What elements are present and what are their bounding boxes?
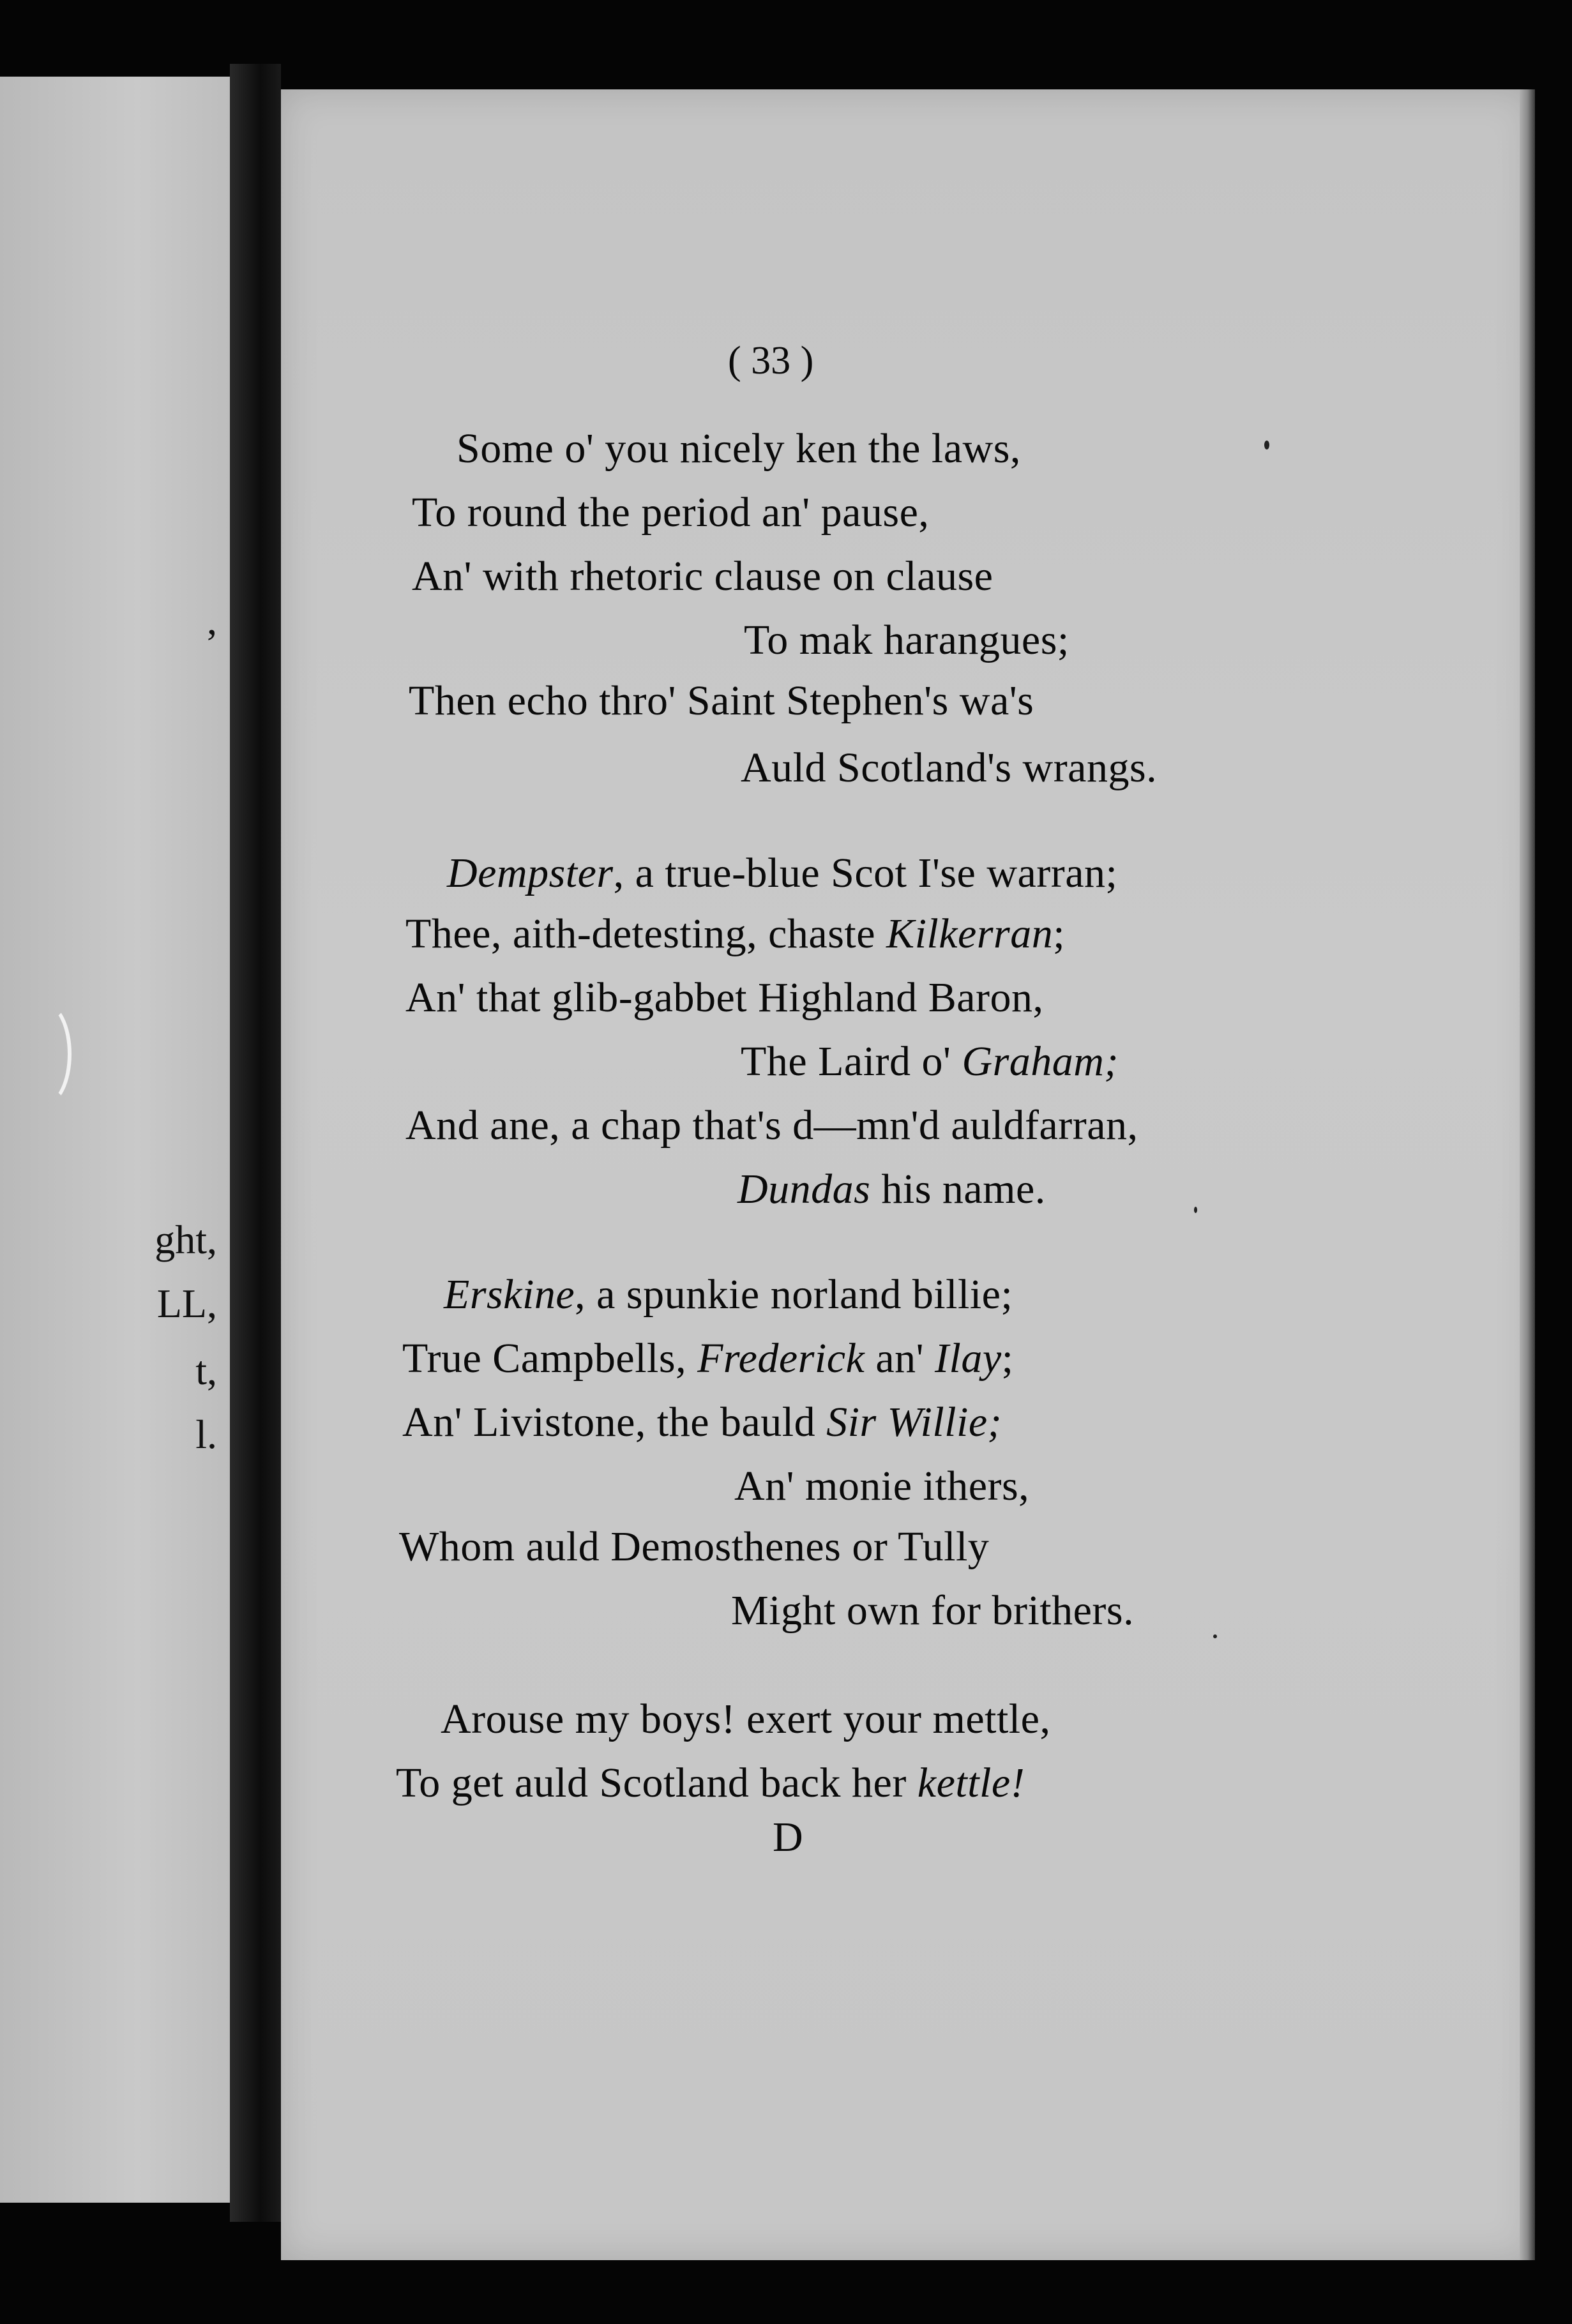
verse-line: Dundas his name.	[737, 1166, 1046, 1212]
book-gutter	[230, 64, 281, 2222]
verse-line: The Laird o' Graham;	[741, 1038, 1119, 1085]
verse-line: Thee, aith-detesting, chaste Kilkerran;	[405, 910, 1066, 957]
signature-mark: D	[773, 1814, 803, 1860]
verse-line: Erskine, a spunkie norland billie;	[444, 1271, 1013, 1318]
left-facing-page	[0, 77, 230, 2203]
ink-speck	[1264, 441, 1269, 449]
left-fragment: ght,	[155, 1217, 217, 1262]
page-edge	[1520, 89, 1535, 2260]
paper-flaw-mark	[19, 1002, 72, 1106]
verse-line: Arouse my boys! exert your mettle,	[441, 1696, 1051, 1742]
verse-line: To round the period an' pause,	[412, 489, 930, 536]
verse-line: An' Livistone, the bauld Sir Willie;	[402, 1399, 1002, 1445]
verse-line: Auld Scotland's wrangs.	[741, 744, 1158, 791]
verse-line: Some o' you nicely ken the laws,	[457, 425, 1021, 472]
verse-line: Then echo thro' Saint Stephen's wa's	[409, 677, 1034, 724]
verse-line: To get auld Scotland back her kettle!	[396, 1760, 1025, 1806]
left-fragment: ,	[207, 598, 217, 643]
verse-line: True Campbells, Frederick an' Ilay;	[402, 1335, 1014, 1382]
verse-line: An' with rhetoric clause on clause	[412, 553, 994, 600]
verse-line: To mak harangues;	[744, 617, 1069, 663]
verse-line: An' that glib-gabbet Highland Baron,	[405, 974, 1044, 1021]
page-number: ( 33 )	[728, 339, 814, 382]
ink-speck	[1194, 1207, 1197, 1213]
verse-line: And ane, a chap that's d—mn'd auldfarran,	[405, 1102, 1138, 1149]
ink-speck	[1213, 1634, 1217, 1638]
left-fragment: t,	[195, 1348, 217, 1393]
verse-line: Whom auld Demosthenes or Tully	[399, 1523, 990, 1570]
left-fragment: LL,	[156, 1281, 217, 1326]
verse-line: An' monie ithers,	[734, 1463, 1030, 1509]
left-fragment: l.	[195, 1412, 217, 1457]
book-page	[281, 89, 1532, 2260]
verse-line: Dempster, a true-blue Scot I'se warran;	[447, 850, 1118, 896]
verse-line: Might own for brithers.	[731, 1587, 1135, 1634]
